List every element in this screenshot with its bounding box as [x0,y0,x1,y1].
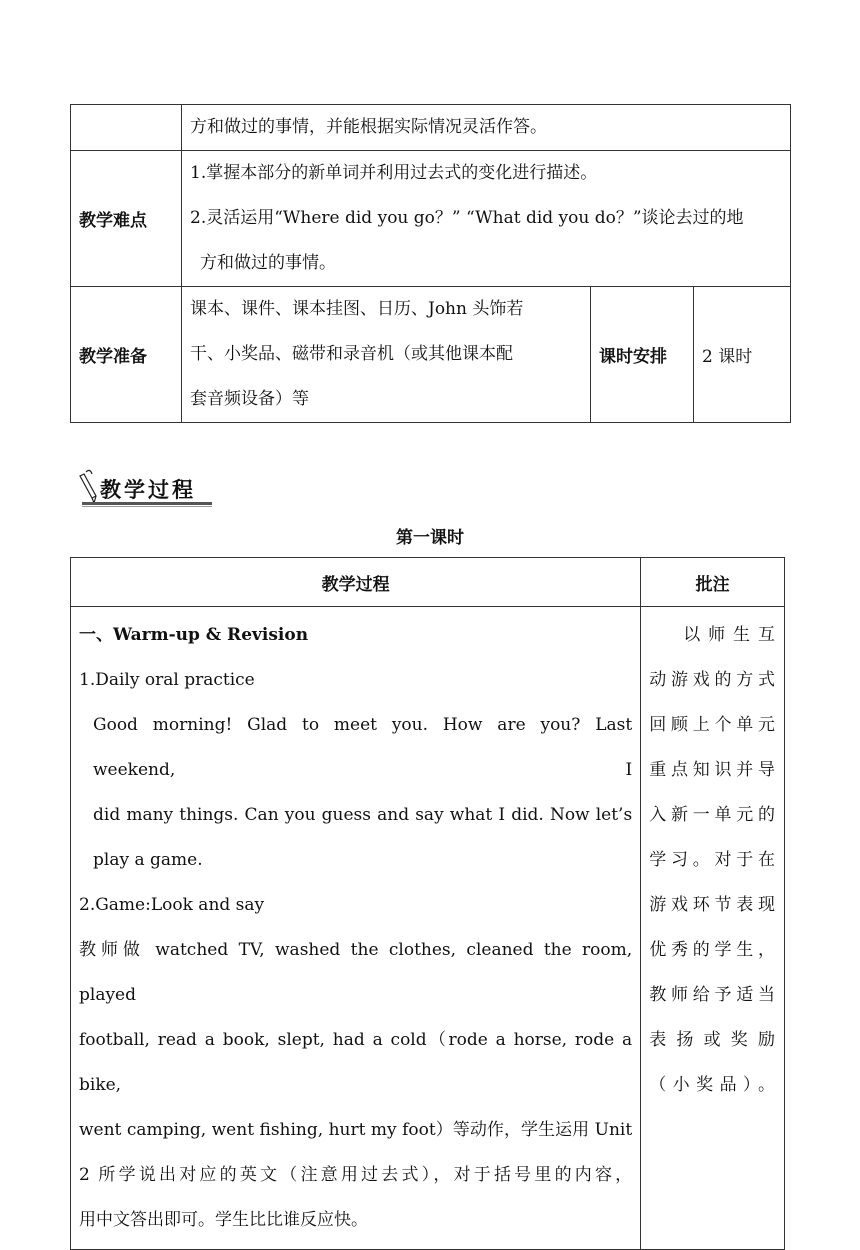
process-line: 教师做 watched TV, washed the clothes, cleaned the room, played [79,940,633,1005]
plan-row-continued [71,105,791,151]
difficulty-label: 教学难点 [71,151,182,287]
note-line: 动游戏的方式 [649,670,776,690]
note-line: 重点知识并导 [649,760,776,780]
process-header: 教学过程 [71,558,641,607]
process-line: 用中文答出即可。学生比比谁反应快。 [79,1210,368,1230]
plan-row-preparation [71,287,791,423]
process-line: went camping, went fishing, hurt my foot）等动作，学生运用 Unit [79,1120,633,1140]
note-line: 优秀的学生， [649,940,776,960]
section-banner [76,468,216,510]
row-content [182,105,791,151]
process-line: 1.Daily oral practice [79,670,255,690]
content-line: 2.灵活运用“Where did you go？” “What did you do？”谈论去过的地 [190,208,744,228]
content-line: 干、小奖品、磁带和录音机（或其他课本配 [190,344,513,364]
process-body-row [71,607,785,1250]
schedule-value: 2 课时 [694,287,791,423]
notes-header: 批注 [641,558,785,607]
teaching-plan-table [70,104,791,423]
plan-row-difficulty [71,151,791,287]
process-line: Good morning! Glad to meet you. How are you? Last weekend, I [93,715,633,780]
section-banner-text: 教学过程 [100,478,196,502]
note-line: 学习。对于在 [649,850,776,870]
difficulty-content [182,151,791,287]
note-line: 回顾上个单元 [649,715,776,735]
process-line: play a game. [93,850,203,870]
schedule-label: 课时安排 [591,287,694,423]
content-line: 方和做过的事情，并能根据实际情况灵活作答。 [190,117,547,137]
row-label-empty [71,105,182,151]
note-line: （小奖品）。 [649,1075,776,1095]
note-line: 教师给予适当 [649,985,776,1005]
note-line: 游戏环节表现 [649,895,776,915]
process-table [70,557,785,1250]
notes-content [641,607,785,1250]
section-heading: 一、Warm-up & Revision [79,625,309,645]
process-header-row [71,558,785,607]
content-line: 套音频设备）等 [190,389,309,409]
process-line: 2 所学说出对应的英文（注意用过去式），对于括号里的内容， [79,1165,633,1185]
process-line: 2.Game:Look and say [79,895,265,915]
process-line: did many things. Can you guess and say what I did. Now let’s [93,805,633,825]
preparation-label: 教学准备 [71,287,182,423]
note-line: 入新一单元的 [649,805,776,825]
note-line: 表扬或奖励 [649,1030,776,1050]
process-line: football, read a book, slept, had a cold（rode a horse, rode a bike, [79,1030,633,1095]
process-content [71,607,641,1250]
content-line: 课本、课件、课本挂图、日历、John 头饰若 [190,299,524,319]
preparation-content [182,287,591,423]
content-line: 方和做过的事情。 [200,253,336,273]
lesson-title: 第一课时 [396,528,464,548]
content-line: 1.掌握本部分的新单词并利用过去式的变化进行描述。 [190,163,598,183]
note-line: 以师生互 [683,625,776,645]
